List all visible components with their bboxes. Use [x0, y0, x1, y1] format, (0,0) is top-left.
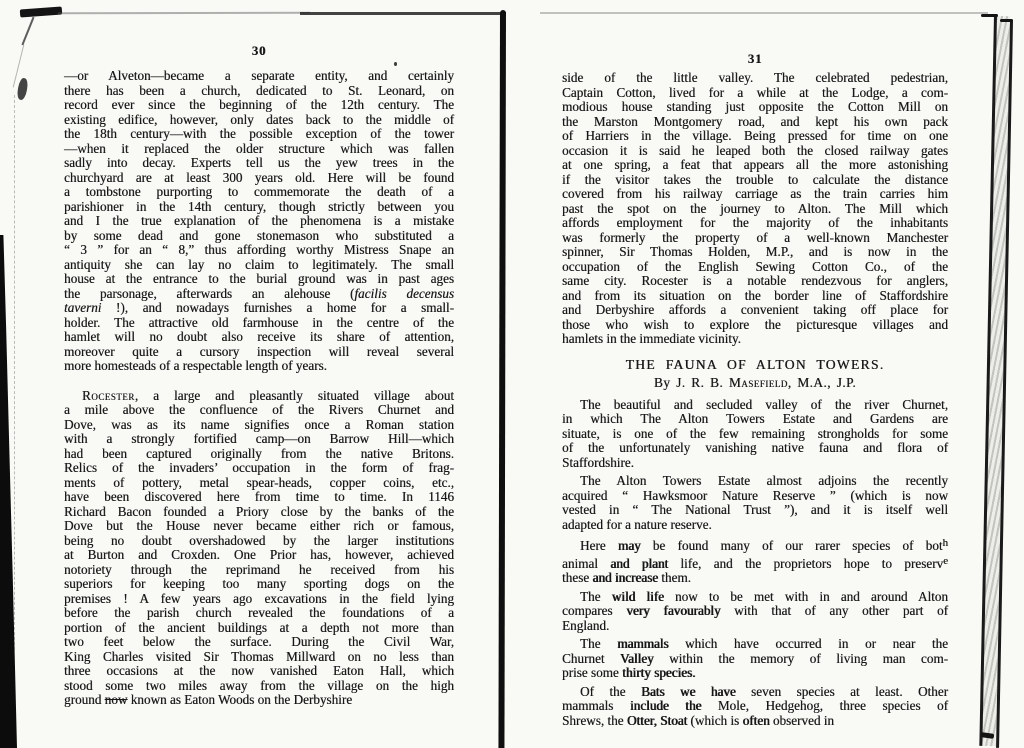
- text-line: King Charles visited Sir Thomas Millward on no less than: [64, 648, 454, 664]
- text-line: premises ! A few years ago excavations in the field lying: [64, 590, 454, 606]
- text-line: antiquity she can lay no claim to legitimately. The small: [64, 256, 454, 272]
- styled-text-segment: Bats we have: [640, 683, 736, 699]
- text-line: The mammals which have occurred in or near the: [580, 636, 948, 651]
- styled-text-segment: Otter, Stoat: [626, 712, 688, 728]
- corner-scratch-mark: [21, 17, 34, 45]
- text-line: had been captured originally from the native Britons.: [64, 445, 454, 461]
- text-line: prise some thirty species.: [562, 665, 696, 680]
- paragraph: [562, 398, 948, 471]
- text-line: Staffordshire.: [562, 454, 634, 470]
- paragraph: [562, 637, 948, 681]
- styled-text-segment: facilis decensus: [354, 285, 454, 301]
- right-page-top-edge-line: [540, 12, 988, 14]
- text-line: a mile above the confluence of the Rivers Churnet and: [64, 402, 454, 417]
- left-page-text-column: [64, 69, 454, 708]
- text-line: superiors for keeping too many sporting dogs on the: [64, 576, 454, 591]
- text-line: hamlets in the immediate vicinity.: [562, 331, 741, 346]
- text-line: occupation of the English Sewing Cotton Co., of the: [562, 258, 948, 274]
- text-line: holder. The attractive old farmhouse in the centre of the: [64, 314, 454, 330]
- paragraph: [562, 474, 948, 532]
- text-line: was formerly the property of a well-known Manchester: [562, 229, 948, 245]
- text-line: past the spot on the journey to Alton. The Mill which: [562, 200, 948, 216]
- paragraph: [64, 389, 454, 708]
- styled-text-segment: very favourably: [626, 603, 721, 618]
- text-line: England.: [562, 617, 610, 633]
- text-line: —when it replaced the older structure which was fallen: [64, 140, 454, 156]
- text-line: existing edifice, however, only dates back to the middle of: [64, 111, 454, 127]
- section-heading: THE FAUNA OF ALTON TOWERS.: [625, 356, 885, 372]
- text-line: Churnet Valley within the memory of living man com-: [562, 650, 948, 666]
- text-line: the 18th century—with the possible exception of the tower: [64, 126, 454, 141]
- styled-text-segment: Rocester: [82, 387, 135, 403]
- text-line: churchyard are at least 300 years old. Here will be found: [64, 169, 454, 185]
- text-line: and Derbyshire affords a convenient taking off place for: [562, 302, 948, 317]
- text-line: Richard Bacon founded a Priory close by the banks of the: [64, 503, 454, 519]
- styled-text-segment: thirty species.: [622, 665, 696, 680]
- styled-text-segment: mammals: [617, 636, 669, 651]
- text-line: acquired “ Hawksmoor Nature Reserve ” (which is now: [562, 487, 948, 503]
- top-edge-ink-blob: [20, 7, 62, 18]
- styled-text-segment: often: [742, 712, 770, 728]
- text-line: have been discovered here from time to time. In 1146: [64, 489, 454, 504]
- styled-text-segment: now: [104, 692, 128, 707]
- text-line: “ 3 ” for an “ 8,” thus affording worthy Mistress Snape an: [64, 242, 454, 257]
- text-line: Shrews, the Otter, Stoat (which is often observed in: [562, 712, 835, 728]
- text-line: by some dead and gone stonemason who substituted a: [64, 227, 454, 243]
- text-line: compares very favourably with that of any other part of: [562, 603, 948, 618]
- text-line: hamlet will no doubt also receive its share of attention,: [64, 329, 454, 344]
- text-line: The wild life now to be met with in and around Alton: [580, 588, 948, 604]
- text-line: situate, is one of the few remaining strongholds for some: [562, 425, 948, 441]
- text-line: three occasions at the now vanished Eaton Hall, which: [64, 663, 454, 678]
- text-line: animal and plant life, and the proprietors hope to preserv$^e$: [562, 554, 948, 571]
- left-edge-scratch-dashes: [14, 95, 15, 650]
- text-line: being no doubt overshadowed by the larger institutions: [64, 532, 454, 548]
- styled-text-segment: h: [942, 537, 948, 549]
- byline: By J. R. B. Masefield, M.A., J.P.: [653, 375, 857, 390]
- styled-text-segment: Masefield: [728, 375, 788, 390]
- styled-text-segment: include the: [629, 698, 702, 713]
- page-edge-top-cap: [981, 14, 998, 17]
- text-line: of the unfortunately vanishing native fauna and flora of: [562, 440, 948, 455]
- styled-text-segment: and increase: [592, 570, 658, 585]
- text-line: Dove but the House never became either rich or famous,: [64, 518, 454, 533]
- paragraph: [562, 685, 948, 729]
- paragraph: [562, 536, 948, 586]
- paragraph: [562, 71, 948, 347]
- text-line: the parsonage, afterwards an alehouse (facilis decensus: [64, 285, 454, 301]
- text-line: The Alton Towers Estate almost adjoins the recently: [580, 473, 948, 488]
- text-line: —or Alveton—became a separate entity, and certainly: [64, 68, 454, 83]
- text-line: these and increase them.: [562, 570, 691, 585]
- text-line: ments of pottery, metal spear-heads, copper coins, etc.,: [64, 474, 454, 490]
- text-line: side of the little valley. The celebrated pedestrian,: [562, 70, 948, 85]
- text-line: two feet below the surface. During the Civil War,: [64, 634, 454, 649]
- text-line: The beautiful and secluded valley of the river Churnet,: [580, 396, 948, 412]
- text-line: and I the true explanation of the phenomena is a mistake: [64, 213, 454, 228]
- text-line: the Marston Montgomery road, and kept his own pack: [562, 113, 948, 129]
- scan-speck: [394, 62, 397, 66]
- text-line: house at the entrance to the burial ground was in past ages: [64, 271, 454, 286]
- text-line: sadly into decay. Experts tell us the yew trees in the: [64, 155, 454, 170]
- paragraph: [562, 590, 948, 634]
- right-page-text-column: [562, 71, 948, 728]
- page-edge-top-cap: [1000, 19, 1013, 22]
- text-line: Of the Bats we have seven species at least. Other: [580, 683, 948, 699]
- styled-text-segment: and plant: [610, 555, 669, 571]
- book-spine-shadow: [498, 10, 506, 748]
- text-line: spinner, Sir Thomas Holden, M.P., and is now in the: [562, 244, 948, 259]
- styled-text-segment: e: [943, 554, 948, 567]
- text-line: adapted for a nature reserve.: [562, 516, 712, 532]
- text-line: of Harriers in the village. Being pressed for time on one: [562, 128, 948, 143]
- text-line: Rocester, a large and pleasantly situated village about: [82, 387, 454, 403]
- text-line: moreover quite a cursory inspection will reveal several: [64, 343, 454, 359]
- text-line: if the visitor takes the trouble to calculate the distance: [562, 171, 948, 187]
- text-line: there has been a church, dedicated to St. Leonard, on: [64, 82, 454, 98]
- left-page-top-edge-line: [58, 12, 310, 14]
- text-line: mammals include the Mole, Hedgehog, three species of: [562, 698, 948, 713]
- text-line: Dove, was as its name signifies once a Roman station: [64, 416, 454, 432]
- text-line: notoriety through the reprimand he received from his: [64, 561, 454, 577]
- text-line: covered from his railway carriage as the train carries him: [562, 186, 948, 201]
- text-line: portion of the ancient buildings at a depth not more than: [64, 619, 454, 635]
- styled-text-segment: may: [617, 538, 641, 553]
- text-line: in which The Alton Towers Estate and Gardens are: [562, 411, 948, 426]
- text-line: taverni !), and nowadays furnishes a home for a small-: [64, 300, 454, 315]
- text-line: and from its situation on the border line of Staffordshire: [562, 287, 948, 303]
- left-page-top-edge-line: [300, 12, 506, 15]
- text-line: those who wish to explore the picturesque villages and: [562, 316, 948, 332]
- styled-text-segment: taverni: [64, 300, 102, 315]
- text-line: with a strongly fortified camp—on Barrow Hill—which: [64, 431, 454, 446]
- text-line: before the parish church revealed the foundations of a: [64, 605, 454, 620]
- styled-text-segment: wild life: [611, 588, 664, 604]
- text-line: Here may be found many of our rarer species of bot$^h$: [580, 537, 948, 553]
- text-line: affords employment for the majority of the inhabitants: [562, 215, 948, 230]
- text-line: a tombstone purporting to commemorate the death of a: [64, 184, 454, 199]
- text-line: modious house standing just opposite the Cotton Mill on: [562, 99, 948, 114]
- text-line: same city. Rocester is a notable rendezvous for anglers,: [562, 273, 948, 288]
- page-number-left: 30: [251, 43, 267, 58]
- text-line: parishioner in the 14th century, though strictly between you: [64, 198, 454, 214]
- text-line: vested in “ The National Trust ”), and it is itself well: [562, 502, 948, 517]
- text-line: at Burton and Croxden. One Prior has, however, achieved: [64, 547, 454, 562]
- paragraph: [64, 69, 454, 374]
- text-line: record ever since the beginning of the 12th century. The: [64, 97, 454, 112]
- left-edge-ink-blob: [16, 77, 29, 100]
- text-line: occasion it is said he leaped both the closed railway gates: [562, 142, 948, 158]
- text-line: stood some two miles away from the village on the high: [64, 677, 454, 693]
- text-line: at one spring, a feat that appears all the more astonishing: [562, 157, 948, 172]
- text-line: ground now known as Eaton Woods on the Derbyshire: [64, 692, 353, 707]
- text-line: Relics of the invaders’ occupation in the form of frag-: [64, 460, 454, 475]
- styled-text-segment: Valley: [619, 650, 654, 666]
- text-line: more homesteads of a respectable length of years.: [64, 358, 327, 373]
- text-line: Captain Cotton, lived for a while at the Lodge, a com-: [562, 84, 948, 100]
- page-number-right: 31: [747, 51, 763, 66]
